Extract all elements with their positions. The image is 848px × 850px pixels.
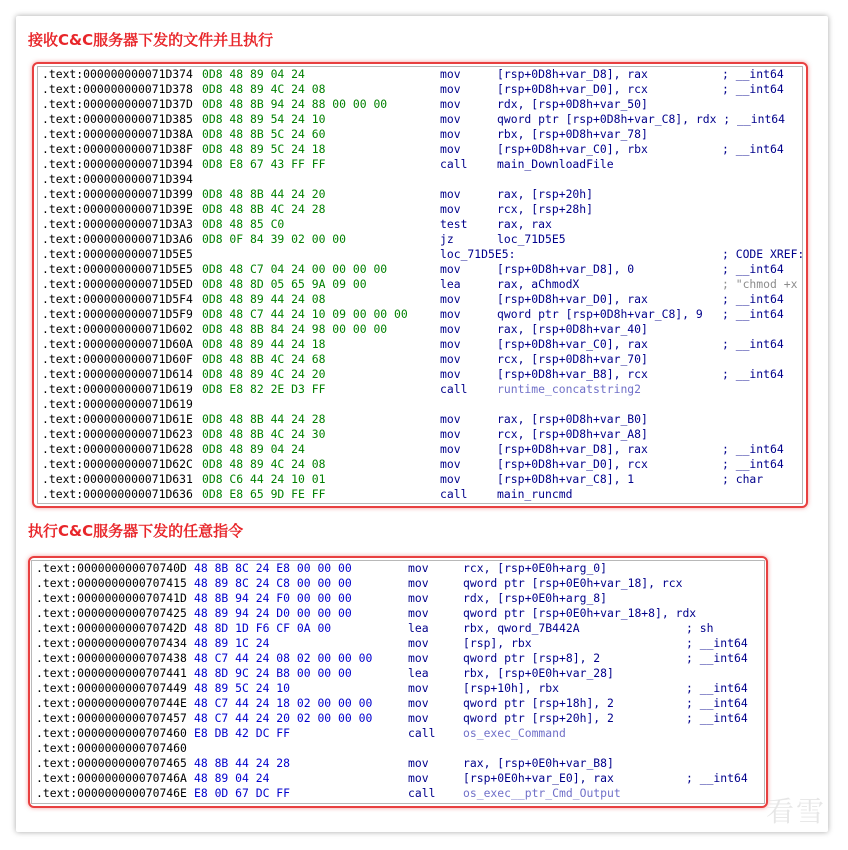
address-text: .text:000000000071D39E xyxy=(42,202,193,216)
opcode-bytes: 0D8 48 89 04 24 xyxy=(202,67,305,81)
address-text: .text:0000000000707449 xyxy=(36,681,187,695)
mnemonic: lea xyxy=(440,277,461,291)
opcode-bytes: 0D8 48 8B 5C 24 60 xyxy=(202,127,326,141)
mnemonic: mov xyxy=(440,262,461,276)
operands: [rsp+0D8h+var_D8], rax xyxy=(497,67,648,81)
address-text: .text:000000000071D60A xyxy=(42,337,193,351)
mnemonic: mov xyxy=(440,307,461,321)
address-text: .text:000000000070746E xyxy=(36,786,187,800)
opcode-bytes: 48 89 94 24 D0 00 00 00 xyxy=(194,606,352,620)
address-text: .text:0000000000707438 xyxy=(36,651,187,665)
operands: qword ptr [rsp+0E0h+var_18+8], rdx xyxy=(463,606,697,620)
opcode-bytes: 0D8 48 8B 94 24 88 00 00 00 xyxy=(202,97,388,111)
mnemonic: mov xyxy=(408,651,429,665)
mnemonic: mov xyxy=(440,97,461,111)
operands: rdx, [rsp+0E0h+arg_8] xyxy=(463,591,608,605)
address-text: .text:0000000000707460 xyxy=(36,726,187,740)
mnemonic: mov xyxy=(440,352,461,366)
address-text: .text:0000000000707457 xyxy=(36,711,187,725)
address-text: .text:000000000071D631 xyxy=(42,472,193,486)
address-text: .text:000000000071D3A6 xyxy=(42,232,193,246)
comment: ; char xyxy=(722,472,764,486)
operands: rcx, [rsp+0E0h+arg_0] xyxy=(463,561,608,575)
opcode-bytes: 48 8D 1D F6 CF 0A 00 xyxy=(194,621,332,635)
address-text: .text:000000000071D5F4 xyxy=(42,292,193,306)
operands: rax, aChmodX xyxy=(497,277,580,291)
comment: ; "chmod +x xyxy=(722,277,798,291)
operands: [rsp+0D8h+var_C0], rax xyxy=(497,337,648,351)
operands: [rsp+0D8h+var_D0], rax xyxy=(497,292,648,306)
opcode-bytes: 0D8 48 89 4C 24 20 xyxy=(202,367,326,381)
comment: ; __int64 xyxy=(722,142,784,156)
opcode-bytes: 48 89 8C 24 C8 00 00 00 xyxy=(194,576,352,590)
mnemonic: mov xyxy=(408,576,429,590)
operands: qword ptr [rsp+20h], 2 xyxy=(463,711,614,725)
opcode-bytes: 48 8D 9C 24 B8 00 00 00 xyxy=(194,666,352,680)
address-text: .text:000000000071D636 xyxy=(42,487,193,501)
operands: [rsp+0D8h+var_C0], rbx xyxy=(497,142,648,156)
watermark-logo: 看雪 xyxy=(765,795,826,828)
operands: rdx, [rsp+0D8h+var_50] xyxy=(497,97,648,111)
mnemonic: mov xyxy=(440,82,461,96)
operands: [rsp+0D8h+var_C8], 1 xyxy=(497,472,635,486)
disasm-panel-receive-exec xyxy=(32,62,808,508)
opcode-bytes: 0D8 48 89 44 24 08 xyxy=(202,292,326,306)
section-title-run-command: 执行C&C服务器下发的任意指令 xyxy=(28,522,244,540)
operands: qword ptr [rsp+8], 2 xyxy=(463,651,601,665)
operands: rax, rax xyxy=(497,217,552,231)
address-text: .text:000000000071D5E5 xyxy=(42,247,193,261)
operands: rbx, [rsp+0E0h+var_28] xyxy=(463,666,614,680)
opcode-bytes: E8 DB 42 DC FF xyxy=(194,726,291,740)
address-text: .text:000000000071D5E5 xyxy=(42,262,193,276)
operands: [rsp+0D8h+var_D0], rcx xyxy=(497,457,648,471)
address-text: .text:000000000071D628 xyxy=(42,442,193,456)
opcode-bytes: E8 0D 67 DC FF xyxy=(194,786,291,800)
comment: ; __int64 xyxy=(722,292,784,306)
disasm-listing xyxy=(37,66,803,504)
opcode-bytes: 0D8 48 8B 4C 24 68 xyxy=(202,352,326,366)
mnemonic: mov xyxy=(440,202,461,216)
opcode-bytes: 0D8 48 C7 44 24 10 09 00 00 00 xyxy=(202,307,408,321)
mnemonic: mov xyxy=(440,142,461,156)
address-text: .text:000000000071D619 xyxy=(42,397,193,411)
address-text: .text:0000000000707434 xyxy=(36,636,187,650)
opcode-bytes: 48 89 04 24 xyxy=(194,771,270,785)
comment: ; __int64 xyxy=(722,262,784,276)
mnemonic: mov xyxy=(408,606,429,620)
opcode-bytes: 48 C7 44 24 08 02 00 00 00 xyxy=(194,651,373,665)
mnemonic: mov xyxy=(408,711,429,725)
address-text: .text:000000000071D619 xyxy=(42,382,193,396)
operands: [rsp], rbx xyxy=(463,636,532,650)
address-text: .text:0000000000707460 xyxy=(36,741,187,755)
operands: qword ptr [rsp+18h], 2 xyxy=(463,696,614,710)
address-text: .text:000000000071D623 xyxy=(42,427,193,441)
address-text: .text:000000000071D394 xyxy=(42,157,193,171)
operands: qword ptr [rsp+0D8h+var_C8], rdx ; __int64 xyxy=(497,112,786,126)
opcode-bytes: 0D8 E8 65 9D FE FF xyxy=(202,487,326,501)
mnemonic: mov xyxy=(440,412,461,426)
mnemonic: lea xyxy=(408,621,429,635)
address-text: .text:0000000000707465 xyxy=(36,756,187,770)
opcode-bytes: 0D8 C6 44 24 10 01 xyxy=(202,472,326,486)
mnemonic: mov xyxy=(408,756,429,770)
address-text: .text:000000000070746A xyxy=(36,771,187,785)
operands: main_DownloadFile xyxy=(497,157,614,171)
mnemonic: lea xyxy=(408,666,429,680)
operands: qword ptr [rsp+0E0h+var_18], rcx xyxy=(463,576,683,590)
operands: [rsp+10h], rbx xyxy=(463,681,560,695)
opcode-bytes: 0D8 48 8B 4C 24 30 xyxy=(202,427,326,441)
address-text: .text:000000000071D62C xyxy=(42,457,193,471)
address-text: .text:0000000000707441 xyxy=(36,666,187,680)
section-title-receive-exec: 接收C&C服务器下发的文件并且执行 xyxy=(28,31,274,49)
comment: ; CODE XREF: xyxy=(722,247,805,261)
opcode-bytes: 48 8B 8C 24 E8 00 00 00 xyxy=(194,561,352,575)
mnemonic: mov xyxy=(440,457,461,471)
opcode-bytes: 0D8 48 8B 4C 24 28 xyxy=(202,202,326,216)
mnemonic: call xyxy=(408,786,436,800)
address-text: .text:000000000071D394 xyxy=(42,172,193,186)
mnemonic: mov xyxy=(440,427,461,441)
operands: os_exec_Command xyxy=(463,726,566,740)
mnemonic: mov xyxy=(440,292,461,306)
mnemonic: jz xyxy=(440,232,454,246)
mnemonic: mov xyxy=(408,636,429,650)
mnemonic: mov xyxy=(440,337,461,351)
opcode-bytes: 0D8 48 89 5C 24 18 xyxy=(202,142,326,156)
mnemonic: mov xyxy=(440,322,461,336)
operands: [rsp+0D8h+var_D8], 0 xyxy=(497,262,635,276)
mnemonic: mov xyxy=(408,681,429,695)
operands: qword ptr [rsp+0D8h+var_C8], 9 xyxy=(497,307,703,321)
opcode-bytes: 0D8 E8 82 2E D3 FF xyxy=(202,382,326,396)
comment: ; __int64 xyxy=(686,711,748,725)
mnemonic: call xyxy=(440,487,468,501)
mnemonic: mov xyxy=(408,561,429,575)
mnemonic: call xyxy=(440,157,468,171)
address-text: .text:000000000071D38F xyxy=(42,142,193,156)
comment: ; __int64 xyxy=(722,337,784,351)
operands: rcx, [rsp+28h] xyxy=(497,202,594,216)
comment: ; __int64 xyxy=(686,681,748,695)
mnemonic: mov xyxy=(440,367,461,381)
opcode-bytes: 0D8 48 89 04 24 xyxy=(202,442,305,456)
address-text: .text:0000000000707415 xyxy=(36,576,187,590)
opcode-bytes: 0D8 48 89 4C 24 08 xyxy=(202,82,326,96)
opcode-bytes: 48 8B 44 24 28 xyxy=(194,756,291,770)
address-text: .text:000000000071D374 xyxy=(42,67,193,81)
comment: ; __int64 xyxy=(722,442,784,456)
mnemonic: mov xyxy=(440,187,461,201)
disasm-listing xyxy=(31,560,765,804)
comment: ; __int64 xyxy=(722,82,784,96)
operands: rax, [rsp+0E0h+var_B8] xyxy=(463,756,614,770)
disasm-panel-run-command xyxy=(28,556,768,808)
mnemonic: mov xyxy=(440,112,461,126)
comment: ; __int64 xyxy=(722,457,784,471)
mnemonic: mov xyxy=(440,67,461,81)
opcode-bytes: 0D8 48 8B 44 24 28 xyxy=(202,412,326,426)
mnemonic: call xyxy=(440,382,468,396)
comment: ; __int64 xyxy=(722,307,784,321)
address-text: .text:000000000070740D xyxy=(36,561,187,575)
operands: [rsp+0D8h+var_D0], rcx xyxy=(497,82,648,96)
operands: main_runcmd xyxy=(497,487,573,501)
opcode-bytes: 0D8 48 C7 04 24 00 00 00 00 xyxy=(202,262,388,276)
address-text: .text:000000000070741D xyxy=(36,591,187,605)
comment: ; __int64 xyxy=(686,696,748,710)
operands: rax, [rsp+0D8h+var_B0] xyxy=(497,412,648,426)
comment: ; __int64 xyxy=(686,651,748,665)
mnemonic: mov xyxy=(408,771,429,785)
comment: ; __int64 xyxy=(686,636,748,650)
opcode-bytes: 0D8 0F 84 39 02 00 00 xyxy=(202,232,347,246)
address-text: .text:000000000071D38A xyxy=(42,127,193,141)
mnemonic: mov xyxy=(440,442,461,456)
opcode-bytes: 0D8 48 8D 05 65 9A 09 00 xyxy=(202,277,367,291)
address-text: .text:000000000071D399 xyxy=(42,187,193,201)
operands: rax, [rsp+20h] xyxy=(497,187,594,201)
opcode-bytes: 48 C7 44 24 20 02 00 00 00 xyxy=(194,711,373,725)
operands: rcx, [rsp+0D8h+var_A8] xyxy=(497,427,648,441)
operands: [rsp+0E0h+var_E0], rax xyxy=(463,771,614,785)
address-text: .text:000000000071D5F9 xyxy=(42,307,193,321)
comment: ; __int64 xyxy=(722,367,784,381)
opcode-bytes: 48 C7 44 24 18 02 00 00 00 xyxy=(194,696,373,710)
opcode-bytes: 48 89 5C 24 10 xyxy=(194,681,291,695)
mnemonic: call xyxy=(408,726,436,740)
opcode-bytes: 0D8 48 89 54 24 10 xyxy=(202,112,326,126)
opcode-bytes: 48 8B 94 24 F0 00 00 00 xyxy=(194,591,352,605)
mnemonic: loc_71D5E5: xyxy=(440,247,516,261)
operands: rbx, qword_7B442A xyxy=(463,621,580,635)
address-text: .text:000000000071D60F xyxy=(42,352,193,366)
comment: ; sh xyxy=(686,621,714,635)
opcode-bytes: 48 89 1C 24 xyxy=(194,636,270,650)
operands: runtime_concatstring2 xyxy=(497,382,642,396)
address-text: .text:000000000070742D xyxy=(36,621,187,635)
operands: rcx, [rsp+0D8h+var_70] xyxy=(497,352,648,366)
address-text: .text:000000000071D5ED xyxy=(42,277,193,291)
opcode-bytes: 0D8 48 8B 44 24 20 xyxy=(202,187,326,201)
mnemonic: mov xyxy=(408,696,429,710)
operands: [rsp+0D8h+var_B8], rcx xyxy=(497,367,648,381)
address-text: .text:000000000071D378 xyxy=(42,82,193,96)
address-text: .text:000000000071D61E xyxy=(42,412,193,426)
address-text: .text:000000000070744E xyxy=(36,696,187,710)
opcode-bytes: 0D8 48 89 44 24 18 xyxy=(202,337,326,351)
address-text: .text:000000000071D37D xyxy=(42,97,193,111)
mnemonic: mov xyxy=(440,472,461,486)
comment: ; __int64 xyxy=(722,67,784,81)
operands: rbx, [rsp+0D8h+var_78] xyxy=(497,127,648,141)
operands: rax, [rsp+0D8h+var_40] xyxy=(497,322,648,336)
address-text: .text:0000000000707425 xyxy=(36,606,187,620)
address-text: .text:000000000071D3A3 xyxy=(42,217,193,231)
opcode-bytes: 0D8 48 8B 84 24 98 00 00 00 xyxy=(202,322,388,336)
operands: [rsp+0D8h+var_D8], rax xyxy=(497,442,648,456)
operands: os_exec__ptr_Cmd_Output xyxy=(463,786,621,800)
comment: ; __int64 xyxy=(686,771,748,785)
opcode-bytes: 0D8 48 89 4C 24 08 xyxy=(202,457,326,471)
opcode-bytes: 0D8 48 85 C0 xyxy=(202,217,285,231)
address-text: .text:000000000071D385 xyxy=(42,112,193,126)
address-text: .text:000000000071D614 xyxy=(42,367,193,381)
mnemonic: mov xyxy=(408,591,429,605)
address-text: .text:000000000071D602 xyxy=(42,322,193,336)
operands: loc_71D5E5 xyxy=(497,232,566,246)
mnemonic: test xyxy=(440,217,468,231)
mnemonic: mov xyxy=(440,127,461,141)
opcode-bytes: 0D8 E8 67 43 FF FF xyxy=(202,157,326,171)
